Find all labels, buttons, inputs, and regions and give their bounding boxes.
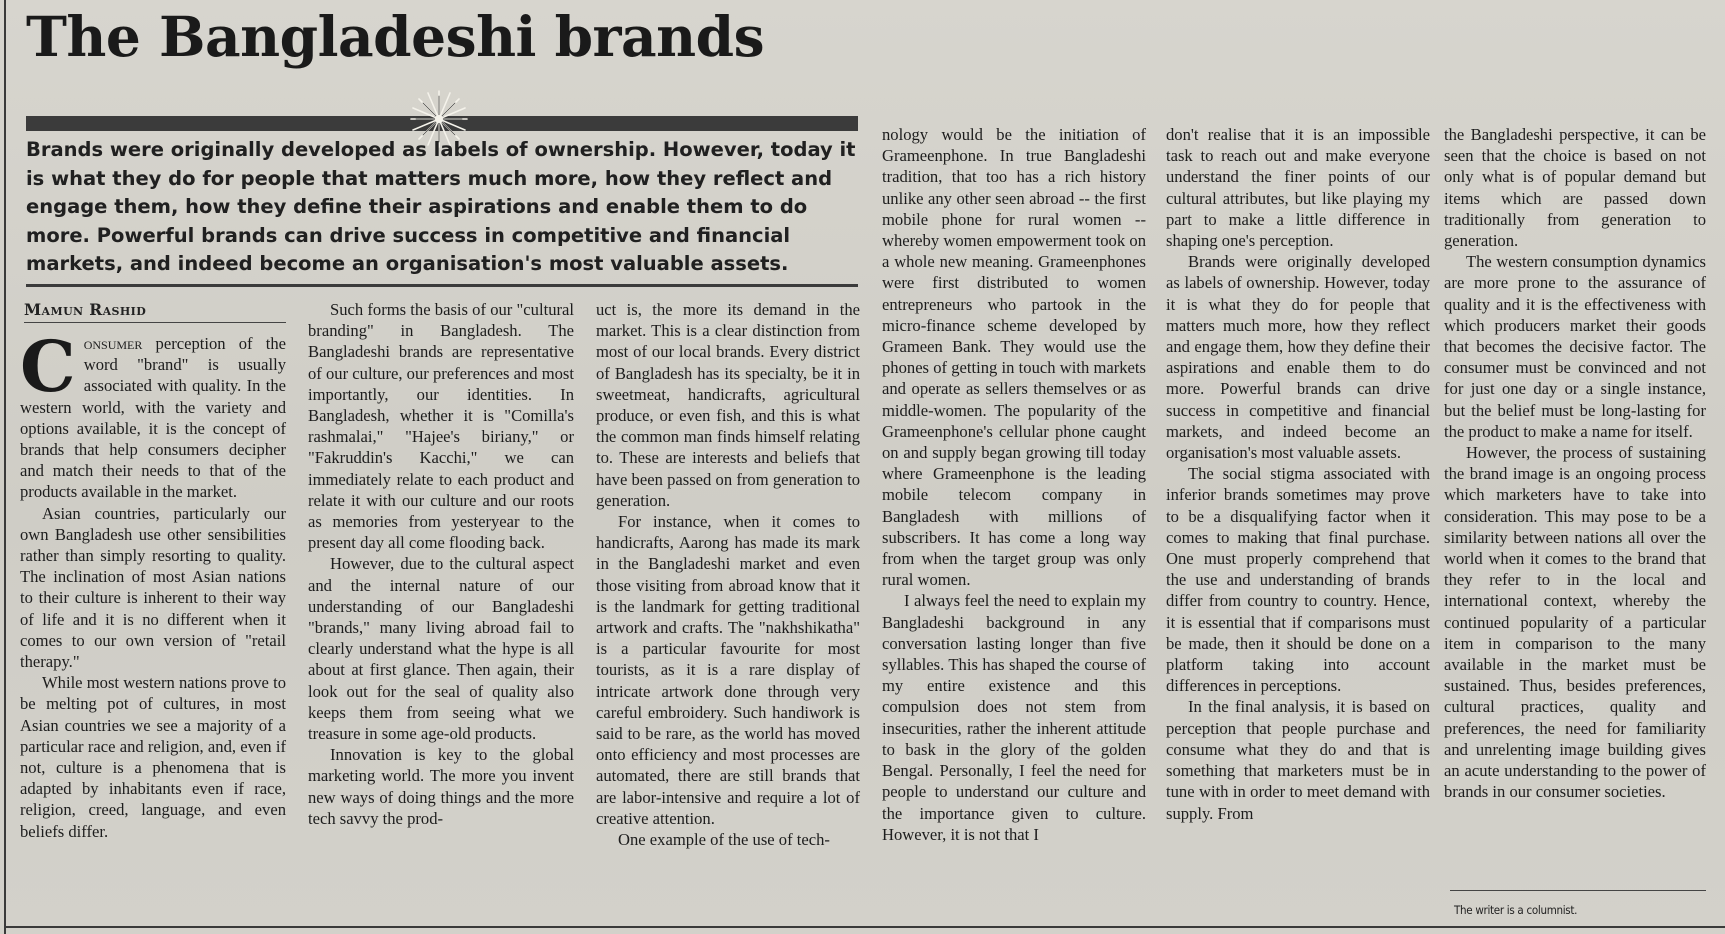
writer-footnote: The writer is a columnist. xyxy=(1454,903,1578,917)
article-paragraph: Brands were originally developed as labels of ownership. However, today it is what they do for people that matters much more, how they reflect and engage them, how they define their aspirations and enable them to do more. Powerful brands can drive success in competitive and financial markets, and indeed become an organisation's most valuable assets. xyxy=(1166,252,1430,463)
drop-cap-lead: onsumer xyxy=(83,334,143,353)
article-paragraph: However, the process of sustaining the brand image is an ongoing process which marketers have to take into consideration. This may pose to be a similarity between nations all over the world when it comes to the brand that they refer to in the local and international context, whereby the continued popularity of a particular item in comparison to the many available in the market must be sustained. Thus, besides preferences, cultural practices, quality and preferences, the need for familiarity and unrelenting image building gives an acute understanding to the power of brands in our consumer societies. xyxy=(1444,443,1706,802)
deck-rule-bottom xyxy=(26,284,858,287)
article-paragraph: The social stigma associated with inferior brands sometimes may prove to be a disqualifying factor when it comes to making that final purchase. One must properly comprehend that the use and understanding of brands differ from country to country. Hence, it is essential that if comparisons must be made, then it should be done on a platform taking into account differences in perceptions. xyxy=(1166,464,1430,696)
page-border-bottom xyxy=(4,926,1725,928)
article-column-3 xyxy=(596,299,860,850)
article-byline: Mamun Rashid xyxy=(24,300,147,319)
article-paragraph: nology would be the initiation of Grameenphone. In true Bangladeshi tradition, that too has a rich history unlike any other seen abroad -- the first mobile phone for rural women -- whereby women empowerment took on a whole new meaning. Grameenphones were first distributed to women entrepreneurs who partook in the micro-finance scheme developed by Grameen Bank. They would use the phones of getting in touch with markets and operate as sellers themselves or as middle-women. The popularity of the Grameenphone's cellular phone caught on and supply began growing till today where Grameenphone is the leading mobile telecom company in Bangladesh with millions of subscribers. It has come a long way from when the target group was only rural women. xyxy=(882,125,1146,590)
article-paragraph: However, due to the cultural aspect and the internal nature of our understanding of our Bangladeshi "brands," many living abroad fail to clearly understand what the hype is all about at first glance. Then again, their look out for the seal of quality also keeps them from seeing what we treasure in some age-old products. xyxy=(308,554,574,744)
article-paragraph: the Bangladeshi perspective, it can be seen that the choice is based on not only what is of popular demand but items which are passed down traditionally from generation to generation. xyxy=(1444,125,1706,251)
article-paragraph: In the final analysis, it is based on perception that people purchase and consume what they do and that is something that marketers must be in tune with in order to meet demand with supply. From xyxy=(1166,697,1430,823)
article-column-6 xyxy=(1444,124,1706,803)
article-paragraph: While most western nations prove to be melting pot of cultures, in most Asian countries we see a majority of a particular race and religion, and, even if not, culture is a phenomena that is adapted by inhabitants even if race, religion, creed, language, and even beliefs differ. xyxy=(20,673,286,841)
article-paragraph: don't realise that it is an impossible task to reach out and make everyone understand the finer points of our cultural attributes, but like playing my part to make a little difference in shaping one's perception. xyxy=(1166,125,1430,251)
drop-cap: C xyxy=(20,325,76,408)
article-column-4 xyxy=(882,124,1146,845)
article-column-1 xyxy=(20,325,286,842)
article-column-2 xyxy=(308,299,574,829)
page-border-left xyxy=(4,0,6,934)
article-paragraph: Innovation is key to the global marketing world. The more you invent new ways of doing things and the more tech savvy the prod- xyxy=(308,745,574,828)
article-paragraph: I always feel the need to explain my Bangladeshi background in any conversation lasting longer than five syllables. This has shaped the course of my entire existence and this compulsion does not stem from insecurities, rather the inherent attitude to bask in the glory of the golden Bengal. Personally, I feel the need for people to understand our culture and the importance given to culture. However, it is not that I xyxy=(882,591,1146,844)
article-paragraph: One example of the use of tech- xyxy=(618,830,830,850)
article-paragraph: The western consumption dynamics are more prone to the assurance of quality and it is the effectiveness with which producers market their goods that becomes the decisive factor. The consumer must be convinced and not for just one day or a single instance, but the belief must be long-lasting for the product to make a name for itself. xyxy=(1444,252,1706,441)
footnote-rule xyxy=(1450,890,1706,891)
article-paragraph: Asian countries, particularly our own Bangladesh use other sensibilities rather than simply resorting to quality. The inclination of most Asian nations to their culture is inherent to their way of life and it is no different when it comes to our own version of "retail therapy." xyxy=(20,503,286,672)
article-paragraph: uct is, the more its demand in the market. This is a clear distinction from most of our local brands. Every district of Bangladesh has its specialty, be it in sweetmeat, handicrafts, agricultural produce, or even fish, and this is what the common man finds himself relating to. These are interests and beliefs that have been passed on from generation to generation. xyxy=(596,300,860,510)
byline-rule xyxy=(24,322,286,323)
article-headline: The Bangladeshi brands xyxy=(26,4,765,69)
article-column-5 xyxy=(1166,124,1430,824)
article-paragraph: Consumer perception of the word "brand" is usually associated with quality. In the western world, with the variety and options available, it is the concept of brands that help consumers decipher and match their needs to that of the products available in the market. xyxy=(20,325,286,502)
article-paragraph: For instance, when it comes to handicrafts, Aarong has made its mark in the Bangladeshi market and even those visiting from abroad know that it is the landmark for getting traditional artwork and crafts. The "nakhshikatha" is a particular favourite for most tourists, as it is a rare display of intricate artwork done through very careful embroidery. Such handiwork is said to be rare, as the world has moved onto efficiency and most processes are automated, there are still brands that are labor-intensive and require a lot of creative attention. xyxy=(596,512,860,828)
article-standfirst: Brands were originally developed as labels of ownership. However, today it is what they do for people that matters much more, how they reflect and engage them, how they define their aspirations and enable them to do more. Powerful brands can drive success in competitive and financial markets, and indeed become an organisation's most valuable assets. xyxy=(26,138,856,276)
article-paragraph: Such forms the basis of our "cultural branding" in Bangladesh. The Bangladeshi brands are representative of our culture, our preferences and most importantly, our identities. In Bangladesh, whether it is "Comilla's rashmalai," "Hajee's biriany," or "Fakruddin's Kacchi," we can immediately relate to each product and relate it with our culture and our roots as memories from yesteryear to the present day all come flooding back. xyxy=(308,300,574,553)
